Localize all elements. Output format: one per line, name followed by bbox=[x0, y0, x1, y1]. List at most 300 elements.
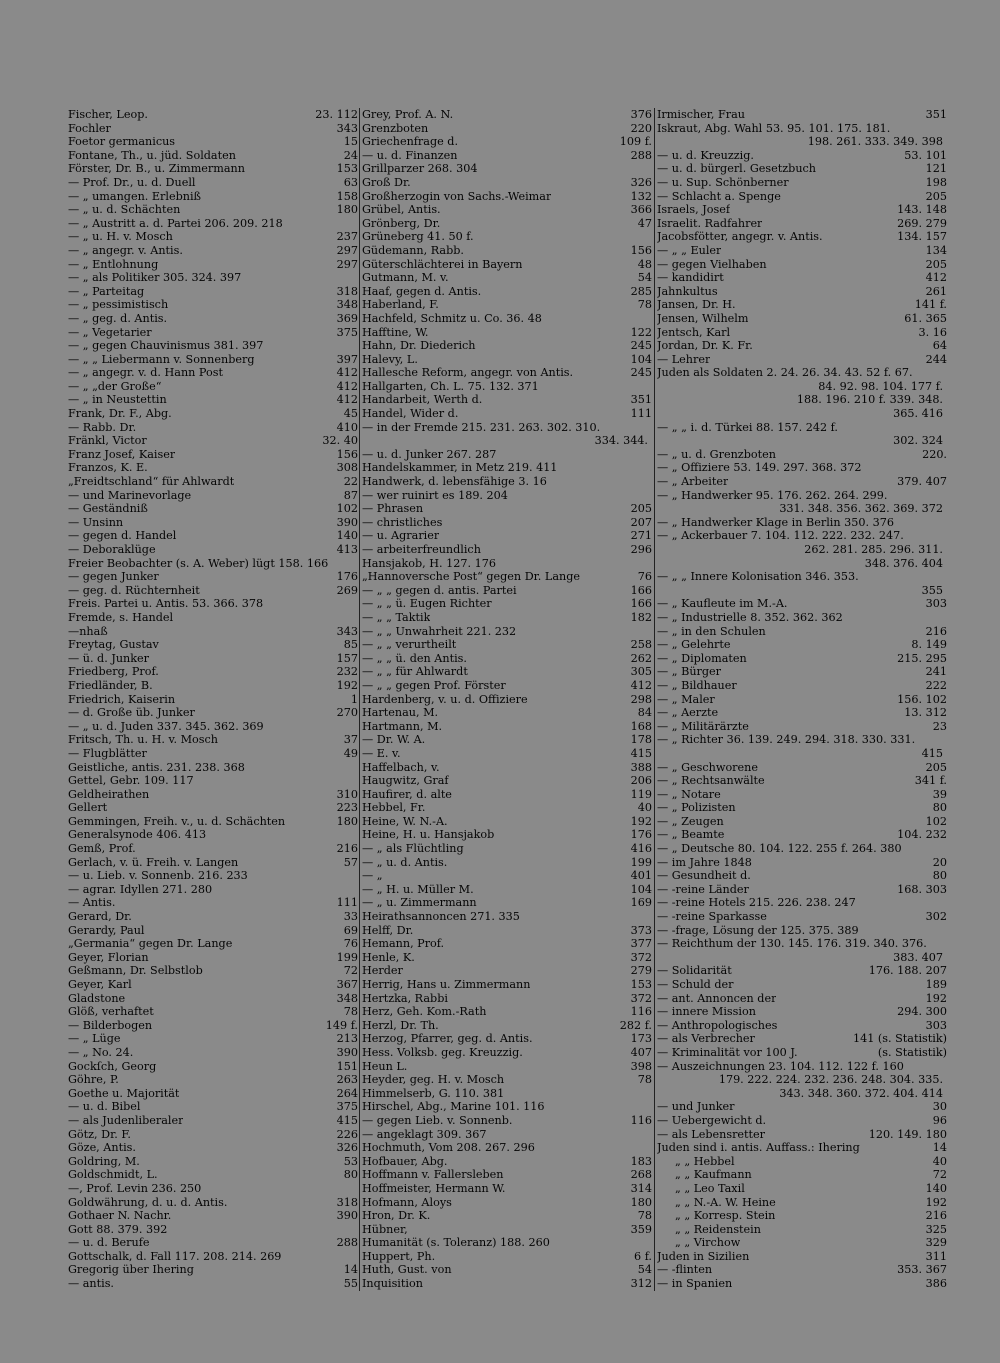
index-entry bbox=[68, 1128, 358, 1142]
entry-text: — „ Offiziere 53. 149. 297. 368. 372 bbox=[657, 461, 862, 475]
entry-pages: 326 bbox=[336, 1141, 358, 1155]
entry-pages: 311 bbox=[925, 1249, 947, 1263]
index-entry bbox=[68, 230, 358, 244]
index-entry bbox=[362, 489, 652, 503]
index-entry bbox=[68, 747, 358, 761]
entry-text: Hübner, bbox=[362, 1222, 408, 1236]
index-entry bbox=[68, 380, 358, 394]
entry-pages: 351 bbox=[630, 393, 652, 407]
entry-pages: 237 bbox=[336, 230, 358, 244]
index-entry bbox=[362, 557, 652, 571]
entry-pages: 216 bbox=[336, 842, 358, 856]
entry-pages: 109 f. bbox=[619, 135, 652, 149]
entry-pages: 373 bbox=[630, 923, 652, 937]
index-entry bbox=[657, 502, 947, 516]
entry-pages: 30 bbox=[932, 1100, 947, 1114]
entry-pages: 216 bbox=[925, 624, 947, 638]
entry-pages: 69 bbox=[343, 923, 358, 937]
entry-pages: 341 f. bbox=[914, 774, 947, 788]
index-entry bbox=[657, 1060, 947, 1074]
entry-text: —nhaß bbox=[68, 624, 108, 638]
entry-text: — -reine Sparkasse bbox=[657, 910, 767, 924]
entry-text: 355 bbox=[921, 583, 943, 597]
entry-pages: 216 bbox=[925, 1209, 947, 1223]
entry-text: — Anthropologisches bbox=[657, 1018, 778, 1032]
index-entry bbox=[657, 162, 947, 176]
index-entry bbox=[362, 1236, 652, 1250]
index-entry bbox=[68, 788, 358, 802]
index-entry bbox=[657, 638, 947, 652]
index-entry bbox=[657, 665, 947, 679]
index-entry bbox=[362, 298, 652, 312]
entry-pages: 176 bbox=[630, 828, 652, 842]
entry-pages: 412 bbox=[925, 271, 947, 285]
index-entry bbox=[362, 380, 652, 394]
entry-pages: 54 bbox=[637, 271, 652, 285]
entry-text: Grüneberg 41. 50 f. bbox=[362, 230, 474, 244]
entry-text: Geyer, Florian bbox=[68, 950, 149, 964]
entry-pages: 168 bbox=[630, 719, 652, 733]
entry-pages: 412 bbox=[336, 393, 358, 407]
index-entry bbox=[657, 1032, 947, 1046]
entry-text: — „ Handwerker 95. 176. 262. 264. 299. bbox=[657, 488, 888, 502]
index-entry bbox=[657, 557, 947, 571]
entry-text: — -reine Hotels 215. 226. 238. 247 bbox=[657, 896, 856, 910]
entry-text: — -frage, Lösung der 125. 375. 389 bbox=[657, 923, 859, 937]
entry-text: Gemmingen, Freih. v., u. d. Schächten bbox=[68, 814, 286, 828]
index-entry bbox=[362, 271, 652, 285]
index-entry bbox=[657, 924, 947, 938]
entry-pages: 72 bbox=[343, 964, 358, 978]
entry-pages: 134. 157 bbox=[897, 230, 947, 244]
entry-text: Gregorig über Ihering bbox=[68, 1263, 194, 1277]
entry-text: — „ angegr. v. Antis. bbox=[68, 243, 183, 257]
entry-text: — Bilderbogen bbox=[68, 1018, 153, 1032]
entry-pages: 269. 279 bbox=[897, 216, 947, 230]
entry-pages: 24 bbox=[343, 148, 358, 162]
entry-pages: 173 bbox=[630, 1032, 652, 1046]
entry-text: Herz, Geh. Kom.-Rath bbox=[362, 1005, 487, 1019]
entry-text: Grillparzer 268. 304 bbox=[362, 162, 478, 176]
index-entry bbox=[657, 285, 947, 299]
entry-text: Hallesche Reform, angegr. von Antis. bbox=[362, 366, 574, 380]
entry-text: — Schuld der bbox=[657, 978, 734, 991]
entry-pages: 6 f. bbox=[634, 1249, 652, 1263]
entry-text: Herder bbox=[362, 964, 403, 978]
entry-text: — als Judenliberaler bbox=[68, 1113, 184, 1127]
entry-pages: 303 bbox=[925, 597, 947, 611]
entry-text: — -flinten bbox=[657, 1263, 713, 1277]
entry-text: Jansen, Dr. H. bbox=[657, 298, 736, 312]
entry-text: — als Lebensretter bbox=[657, 1127, 765, 1141]
entry-text: — „ Bildhauer bbox=[657, 678, 737, 692]
entry-pages: 80 bbox=[932, 869, 947, 883]
index-entry bbox=[362, 108, 652, 122]
entry-pages: 158 bbox=[336, 189, 358, 203]
index-entry bbox=[68, 883, 358, 897]
entry-text: Jentsch, Karl bbox=[657, 325, 731, 339]
entry-pages: 78 bbox=[637, 1073, 652, 1087]
entry-text: Geßmann, Dr. Selbstlob bbox=[68, 964, 203, 978]
entry-pages: 176. 188. 207 bbox=[868, 964, 947, 978]
entry-text: „ „ Hebbel bbox=[675, 1154, 735, 1168]
entry-text: — ü. d. Junker bbox=[68, 651, 149, 665]
entry-text: — und Marinevorlage bbox=[68, 488, 192, 502]
index-entry bbox=[68, 679, 358, 693]
entry-text: — „ Notare bbox=[657, 787, 721, 801]
entry-pages: 14 bbox=[932, 1141, 947, 1155]
entry-text: Friedberg, Prof. bbox=[68, 665, 159, 679]
index-entry bbox=[362, 217, 652, 231]
index-entry bbox=[362, 693, 652, 707]
index-entry bbox=[362, 122, 652, 136]
entry-text: Grey, Prof. A. N. bbox=[362, 108, 454, 121]
entry-text: — „ „ Taktik bbox=[362, 610, 431, 624]
entry-pages: 153 bbox=[630, 978, 652, 991]
entry-pages: 132 bbox=[630, 189, 652, 203]
entry-text: Hron, Dr. K. bbox=[362, 1209, 431, 1223]
entry-text: Frank, Dr. F., Abg. bbox=[68, 407, 172, 421]
index-entry bbox=[362, 910, 652, 924]
entry-text: — „ geg. d. Antis. bbox=[68, 311, 168, 325]
entry-pages: 245 bbox=[630, 366, 652, 380]
entry-pages: 206 bbox=[630, 774, 652, 788]
index-entry bbox=[68, 992, 358, 1006]
entry-pages: 23 bbox=[932, 719, 947, 733]
entry-text: Hoffmeister, Hermann W. bbox=[362, 1181, 506, 1195]
index-entry bbox=[68, 339, 358, 353]
entry-pages: 412 bbox=[336, 379, 358, 393]
index-entry bbox=[68, 1155, 358, 1169]
index-entry bbox=[362, 951, 652, 965]
entry-text: Heirathsannoncen 271. 335 bbox=[362, 910, 520, 924]
index-entry bbox=[362, 135, 652, 149]
entry-text: Handarbeit, Werth d. bbox=[362, 393, 483, 407]
entry-pages: 303 bbox=[925, 1018, 947, 1032]
index-entry bbox=[657, 258, 947, 272]
entry-text: Helff, Dr. bbox=[362, 923, 414, 937]
index-entry bbox=[657, 951, 947, 965]
entry-text: — Uebergewicht d. bbox=[657, 1113, 767, 1127]
entry-text: — Geständniß bbox=[68, 502, 148, 516]
index-entry bbox=[657, 1141, 947, 1155]
index-entry bbox=[362, 978, 652, 992]
index-entry bbox=[657, 679, 947, 693]
index-entry bbox=[362, 149, 652, 163]
entry-pages: 367 bbox=[336, 978, 358, 991]
index-entry bbox=[68, 720, 358, 734]
entry-text: Huppert, Ph. bbox=[362, 1249, 436, 1263]
entry-text: — „ Gelehrte bbox=[657, 638, 731, 652]
index-entry bbox=[68, 924, 358, 938]
index-entry bbox=[68, 461, 358, 475]
index-entry bbox=[362, 339, 652, 353]
entry-text: Gockſch, Georg bbox=[68, 1059, 157, 1073]
entry-pages: 220. bbox=[922, 447, 947, 461]
entry-text: — „ in Neustettin bbox=[68, 393, 167, 407]
index-entry bbox=[657, 856, 947, 870]
entry-pages: 412 bbox=[630, 678, 652, 692]
index-entry bbox=[657, 1168, 947, 1182]
index-entry bbox=[68, 489, 358, 503]
entry-pages: 263 bbox=[336, 1073, 358, 1087]
entry-text: — „ Deutsche 80. 104. 122. 255 f. 264. 380 bbox=[657, 842, 902, 856]
entry-text: — angeklagt 309. 367 bbox=[362, 1127, 487, 1141]
entry-pages: 53. 101 bbox=[904, 148, 947, 162]
entry-text: Herzog, Pfarrer, geg. d. Antis. bbox=[362, 1032, 533, 1046]
entry-text: — Dr. W. A. bbox=[362, 733, 426, 747]
entry-text: — „ in den Schulen bbox=[657, 624, 766, 638]
entry-text: — ant. Annoncen der bbox=[657, 991, 777, 1005]
entry-text: Foetor germanicus bbox=[68, 135, 176, 149]
index-entry bbox=[657, 1250, 947, 1264]
entry-pages: 15 bbox=[343, 135, 358, 149]
entry-text: „Germania“ gegen Dr. Lange bbox=[68, 937, 233, 951]
entry-text: Goldschmidt, L. bbox=[68, 1168, 158, 1182]
entry-text: — „ „ Innere Kolonisation 346. 353. bbox=[657, 570, 859, 584]
entry-pages: 37 bbox=[343, 733, 358, 747]
index-entry bbox=[362, 842, 652, 856]
index-entry bbox=[362, 162, 652, 176]
entry-pages: 264 bbox=[336, 1086, 358, 1100]
entry-pages: 149 f. bbox=[325, 1018, 358, 1032]
entry-text: 383. 407 bbox=[893, 950, 943, 964]
index-entry bbox=[657, 1005, 947, 1019]
entry-text: — geg. d. Rüchternheit bbox=[68, 583, 200, 597]
entry-pages: 8. 149 bbox=[911, 638, 947, 652]
entry-text: Haffelbach, v. bbox=[362, 760, 440, 774]
entry-pages: 55 bbox=[343, 1277, 358, 1291]
entry-pages: 122 bbox=[630, 325, 652, 339]
entry-text: — „ Arbeiter bbox=[657, 475, 729, 489]
index-entry bbox=[362, 638, 652, 652]
entry-text: 365. 416 bbox=[893, 407, 943, 421]
entry-pages: (s. Statistik) bbox=[877, 1045, 947, 1059]
entry-text: — u. Agrarier bbox=[362, 529, 440, 543]
index-entry bbox=[657, 720, 947, 734]
entry-pages: 226 bbox=[336, 1127, 358, 1141]
entry-pages: 102 bbox=[925, 814, 947, 828]
index-entry bbox=[68, 135, 358, 149]
index-entry bbox=[68, 258, 358, 272]
index-entry bbox=[68, 162, 358, 176]
index-entry bbox=[362, 1019, 652, 1033]
index-entry bbox=[362, 761, 652, 775]
index-entry bbox=[362, 529, 652, 543]
entry-text: Irmischer, Frau bbox=[657, 108, 746, 121]
entry-text: Hochmuth, Vom 208. 267. 296 bbox=[362, 1141, 535, 1155]
entry-text: Fränkl, Victor bbox=[68, 434, 147, 448]
index-entry bbox=[657, 380, 947, 394]
entry-text: — „ umangen. Erlebniß bbox=[68, 189, 202, 203]
index-entry bbox=[657, 992, 947, 1006]
entry-pages: 261 bbox=[925, 284, 947, 298]
entry-text: Jordan, Dr. K. Fr. bbox=[657, 339, 753, 353]
index-entry bbox=[68, 1060, 358, 1074]
index-entry bbox=[657, 1019, 947, 1033]
entry-text: — „ „ Liebermann v. Sonnenberg bbox=[68, 352, 255, 366]
index-entry bbox=[362, 733, 652, 747]
index-entry bbox=[657, 774, 947, 788]
entry-pages: 78 bbox=[637, 298, 652, 312]
entry-text: — u. d. bürgerl. Gesetzbuch bbox=[657, 162, 817, 176]
entry-pages: 84 bbox=[637, 706, 652, 720]
index-entry bbox=[362, 937, 652, 951]
index-entry bbox=[657, 326, 947, 340]
index-entry bbox=[657, 625, 947, 639]
entry-text: Hofmann, Aloys bbox=[362, 1195, 452, 1209]
entry-text: Geldheirathen bbox=[68, 787, 150, 801]
index-entry bbox=[657, 761, 947, 775]
index-entry bbox=[68, 543, 358, 557]
index-entry bbox=[68, 1209, 358, 1223]
entry-text: — „ Maler bbox=[657, 692, 715, 706]
entry-text: — „ Austritt a. d. Partei 206. 209. 218 bbox=[68, 216, 283, 230]
index-entry bbox=[657, 910, 947, 924]
entry-pages: 375 bbox=[336, 325, 358, 339]
index-entry bbox=[68, 366, 358, 380]
entry-pages: 156 bbox=[336, 447, 358, 461]
entry-text: — „ „ verurtheilt bbox=[362, 638, 457, 652]
index-entry bbox=[362, 448, 652, 462]
entry-text: — „ „ für Ahlwardt bbox=[362, 665, 468, 679]
index-entry bbox=[68, 1196, 358, 1210]
index-entry bbox=[362, 1168, 652, 1182]
entry-text: 84. 92. 98. 104. 177 f. bbox=[818, 379, 943, 393]
index-entry bbox=[68, 312, 358, 326]
entry-pages: 192 bbox=[336, 678, 358, 692]
index-entry bbox=[68, 597, 358, 611]
index-entry bbox=[362, 461, 652, 475]
entry-text: — „ bbox=[362, 869, 383, 883]
entry-pages: 348 bbox=[336, 991, 358, 1005]
entry-text: Fritsch, Th. u. H. v. Mosch bbox=[68, 733, 218, 747]
entry-pages: 157 bbox=[336, 651, 358, 665]
entry-text: — u. d. Junker 267. 287 bbox=[362, 447, 497, 461]
entry-text: 334. 344. bbox=[594, 434, 648, 448]
index-entry bbox=[657, 298, 947, 312]
entry-text: — Solidarität bbox=[657, 964, 732, 978]
index-entry bbox=[362, 815, 652, 829]
entry-text: Haufirer, d. alte bbox=[362, 787, 452, 801]
index-entry bbox=[362, 597, 652, 611]
index-entry bbox=[657, 190, 947, 204]
index-entry bbox=[657, 611, 947, 625]
index-entry bbox=[362, 258, 652, 272]
index-entry bbox=[68, 1032, 358, 1046]
entry-text: — -reine Länder bbox=[657, 882, 749, 896]
entry-text: Güdemann, Rabb. bbox=[362, 243, 464, 257]
entry-text: — „ Militärärzte bbox=[657, 719, 749, 733]
index-entry bbox=[657, 393, 947, 407]
entry-text: — u. Sup. Schönberner bbox=[657, 175, 789, 189]
index-entry bbox=[362, 1100, 652, 1114]
entry-text: — Flugblätter bbox=[68, 746, 147, 760]
entry-text: „ „ Reidenstein bbox=[675, 1222, 761, 1236]
index-entry bbox=[657, 1100, 947, 1114]
entry-text: — „ Zeugen bbox=[657, 814, 724, 828]
entry-pages: 78 bbox=[343, 1005, 358, 1019]
entry-pages: 178 bbox=[630, 733, 652, 747]
entry-text: Haberland, F. bbox=[362, 298, 439, 312]
index-entry bbox=[362, 720, 652, 734]
entry-text: Heine, H. u. Hansjakob bbox=[362, 828, 495, 842]
entry-pages: 232 bbox=[336, 665, 358, 679]
entry-text: Göhre, P. bbox=[68, 1073, 119, 1087]
entry-text: — „ Beamte bbox=[657, 828, 725, 842]
entry-text: Gerardy, Paul bbox=[68, 923, 145, 937]
index-entry bbox=[657, 407, 947, 421]
entry-pages: 40 bbox=[637, 801, 652, 815]
index-entry bbox=[657, 461, 947, 475]
index-entry bbox=[362, 1128, 652, 1142]
entry-pages: 343 bbox=[336, 121, 358, 135]
index-entry bbox=[362, 1087, 652, 1101]
entry-pages: 297 bbox=[336, 257, 358, 271]
entry-text: — „ Parteitag bbox=[68, 284, 145, 298]
entry-text: — „ Geschworene bbox=[657, 760, 758, 774]
entry-pages: 192 bbox=[925, 1195, 947, 1209]
entry-pages: 189 bbox=[925, 978, 947, 991]
entry-pages: 376 bbox=[630, 108, 652, 121]
index-entry bbox=[68, 407, 358, 421]
entry-pages: 288 bbox=[630, 148, 652, 162]
entry-pages: 205 bbox=[925, 257, 947, 271]
entry-pages: 372 bbox=[630, 950, 652, 964]
entry-text: Haaf, gegen d. Antis. bbox=[362, 284, 482, 298]
index-entry bbox=[362, 1277, 652, 1291]
index-entry bbox=[362, 516, 652, 530]
entry-text: — „ als Politiker 305. 324. 397 bbox=[68, 271, 242, 285]
index-entry bbox=[68, 122, 358, 136]
entry-text: Göze, Antis. bbox=[68, 1141, 136, 1155]
index-entry bbox=[362, 584, 652, 598]
index-entry bbox=[68, 190, 358, 204]
index-entry bbox=[68, 584, 358, 598]
entry-text: — gegen Lieb. v. Sonnenb. bbox=[362, 1113, 513, 1127]
entry-text: Gemß, Prof. bbox=[68, 842, 136, 856]
entry-text: Freytag, Gustav bbox=[68, 638, 159, 652]
index-entry bbox=[362, 992, 652, 1006]
entry-text: Gothaer N. Nachr. bbox=[68, 1209, 172, 1223]
entry-text: Hartenau, M. bbox=[362, 706, 439, 720]
index-entry bbox=[362, 353, 652, 367]
entry-pages: 20 bbox=[932, 855, 947, 869]
entry-pages: 176 bbox=[336, 570, 358, 584]
index-entry bbox=[362, 611, 652, 625]
entry-text: Gladstone bbox=[68, 991, 126, 1005]
index-entry bbox=[362, 285, 652, 299]
entry-pages: 39 bbox=[932, 787, 947, 801]
entry-text: Hartmann, M. bbox=[362, 719, 443, 733]
entry-pages: 222 bbox=[925, 678, 947, 692]
entry-pages: 297 bbox=[336, 243, 358, 257]
entry-text: — gegen Vielhaben bbox=[657, 257, 767, 271]
entry-text: Jacobsfötter, angegr. v. Antis. bbox=[657, 230, 823, 244]
entry-text: — E. v. bbox=[362, 746, 401, 760]
index-entry bbox=[68, 1223, 358, 1237]
index-entry bbox=[68, 951, 358, 965]
entry-pages: 377 bbox=[630, 937, 652, 951]
entry-text: 198. 261. 333. 349. 398 bbox=[807, 135, 943, 149]
entry-pages: 220 bbox=[630, 121, 652, 135]
entry-pages: 244 bbox=[925, 352, 947, 366]
entry-text: — Unsinn bbox=[68, 515, 124, 529]
entry-pages: 258 bbox=[630, 638, 652, 652]
entry-pages: 279 bbox=[630, 964, 652, 978]
index-entry bbox=[657, 570, 947, 584]
index-entry bbox=[68, 652, 358, 666]
